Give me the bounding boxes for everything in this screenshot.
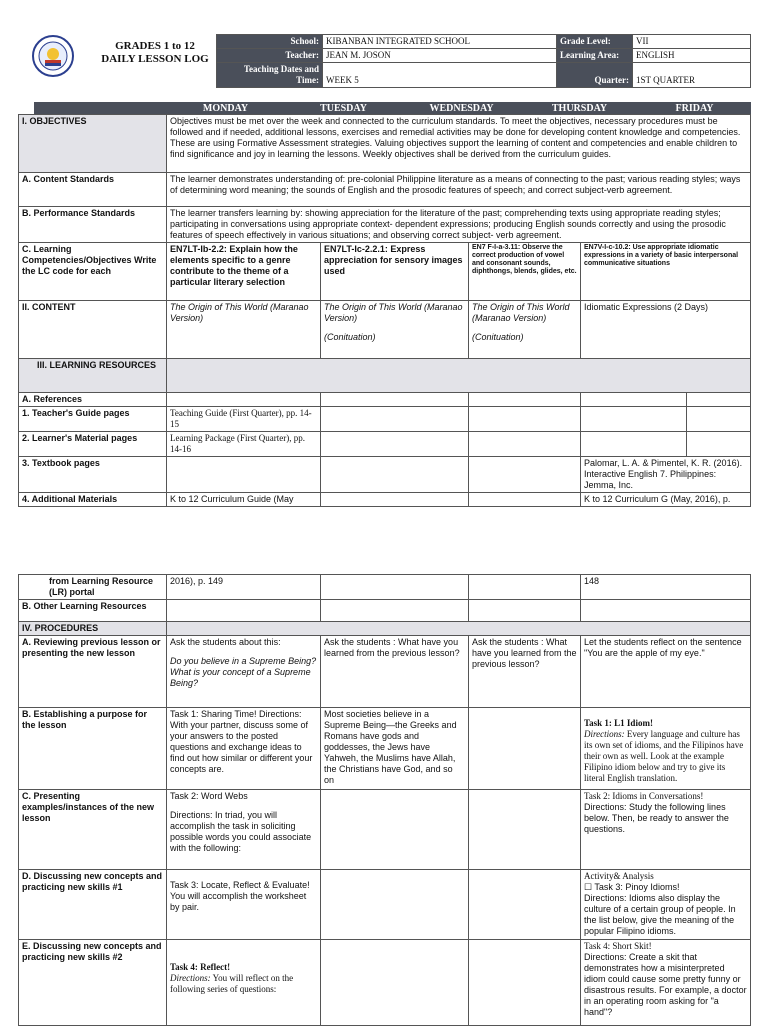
references-label: A. References [19, 393, 167, 407]
discussing-2-thursday-title: Task 4: Short Skit! [584, 941, 652, 951]
learning-competencies-label: C. Learning Competencies/Objectives Write the LC code for each [19, 243, 167, 301]
quarter-label: Quarter: [557, 63, 633, 88]
title-line-2: DAILY LESSON LOG [101, 53, 209, 65]
procedures-blank [167, 622, 751, 636]
other-tue [321, 600, 469, 622]
references-thu [581, 393, 687, 407]
reviewing-thursday: Let the students reflect on the sentence "You are the apple of my eye." [581, 636, 751, 708]
purpose-monday: Task 1: Sharing Time! Directions: With your partner, discuss some of your answers to the posted questions and exchange ideas to find out how similar or different your concepts are. [167, 708, 321, 790]
examples-tue [321, 790, 469, 870]
content-standards-text: The learner demonstrates understanding of: pre-colonial Philippine literature as a means of connecting to the past; various reading styles; ways of determining word meaning; the sounds of English and the prosodic features of speech; and correct subject-verb agreement. [167, 173, 751, 207]
textbook-wed [469, 457, 581, 493]
content-wednesday-title: The Origin of This World (Maranao Version) [472, 302, 570, 323]
content-tuesday-title: The Origin of This World (Maranao Version) [324, 302, 463, 323]
discussing-1-thursday-heading: Activity& Analysis [584, 871, 654, 881]
references-fri [687, 393, 751, 407]
teachers-guide-wed [469, 407, 581, 432]
lr-portal-monday: 2016), p. 149 [167, 575, 321, 600]
discussing-2-tue [321, 940, 469, 1026]
day-thursday: THURSDAY [521, 103, 639, 115]
examples-monday-text: Directions: In triad, you will accomplish the task in soliciting possible words you could associate with the following: [170, 810, 312, 853]
teacher-label: Teacher: [217, 49, 323, 63]
performance-standards-label: B. Performance Standards [19, 207, 167, 243]
content-wednesday-note: (Conituation) [472, 332, 524, 342]
learners-material-monday: Learning Package (First Quarter), pp. 14-16 [167, 432, 321, 457]
lesson-table-page1 [18, 114, 751, 507]
additional-materials-monday: K to 12 Curriculum Guide (May [167, 493, 321, 507]
discussing-1-thursday-title: ☐ Task 3: Pinoy Idioms! [584, 882, 680, 892]
objectives-text: Objectives must be met over the week and connected to the curriculum standards. To meet the objectives, necessary procedures must be followed and if needed, additional lessons, exercises and remedial activities may be done for developing content knowledge and competencies. These are using Formative Assessment strategies. Valuing objectives support the learning of content and competencies and enable children to find significance and joy in learning the lessons. Weekly objectives shall be derived from the curriculum guides. [167, 115, 751, 173]
school-label: School: [217, 35, 323, 49]
content-tuesday [321, 301, 469, 359]
discussing-2-label: E. Discussing new concepts and practicing new skills #2 [19, 940, 167, 1026]
lc-tuesday: EN7LT-Ic-2.2.1: Express appreciation for sensory images used [321, 243, 469, 301]
area-value: ENGLISH [633, 49, 751, 63]
dates-label: Teaching Dates and Time: [217, 63, 323, 88]
other-thu [581, 600, 751, 622]
header [18, 34, 750, 85]
discussing-2-thursday [581, 940, 751, 1026]
school-value: KIBANBAN INTEGRATED SCHOOL [323, 35, 557, 49]
discussing-1-tue [321, 870, 469, 940]
deped-seal-logo [32, 35, 74, 77]
learning-resources-label: III. LEARNING RESOURCES [19, 359, 167, 393]
teachers-guide-thu [581, 407, 687, 432]
discussing-2-monday-text: You will reflect on the following series of questions: [170, 973, 294, 994]
additional-materials-wed [469, 493, 581, 507]
performance-standards-text: The learner transfers learning by: showing appreciation for the literature of the past; comprehending texts using appropriate reading styles; participating in conversations using appropriate context- dependent expressions; producing English sounds correctly and using the prosodic features of speech effectively in various situations; and observing correct subject- verb agreement. [167, 207, 751, 243]
purpose-thursday-text: Every language and culture has its own set of idioms, and the Filipinos have their own as well. Look at the example Filipino idiom below and try to give its literal English translation. [584, 729, 744, 783]
learners-material-tue [321, 432, 469, 457]
lr-portal-thursday: 148 [581, 575, 751, 600]
title-line-1: GRADES 1 to 12 [115, 40, 195, 52]
content-wednesday [469, 301, 581, 359]
textbook-pages-label: 3. Textbook pages [19, 457, 167, 493]
additional-materials-thursday: K to 12 Curriculum G (May, 2016), p. [581, 493, 751, 507]
teachers-guide-tue [321, 407, 469, 432]
discussing-2-wed [469, 940, 581, 1026]
purpose-thursday [581, 708, 751, 790]
discussing-2-monday [167, 940, 321, 1026]
discussing-1-wed [469, 870, 581, 940]
learners-material-fri [687, 432, 751, 457]
other-wed [469, 600, 581, 622]
learning-resources-blank [167, 359, 751, 393]
grade-label: Grade Level: [557, 35, 633, 49]
lr-portal-wed [469, 575, 581, 600]
reviewing-wednesday: Ask the students : What have you learned from the previous lesson? [469, 636, 581, 708]
discussing-1-thursday-text: Directions: Idioms also display the culture of a certain group of people. In the list below, give the meaning of the popular Filipino idioms. [584, 893, 736, 936]
day-friday: FRIDAY [639, 103, 751, 115]
content-monday: The Origin of This World (Maranao Version) [167, 301, 321, 359]
references-tue [321, 393, 469, 407]
lesson-table-page2 [18, 574, 751, 1026]
reviewing-monday-prompt: Ask the students about this: [170, 637, 281, 647]
other-mon [167, 600, 321, 622]
grade-value: VII [633, 35, 751, 49]
content-thursday: Idiomatic Expressions (2 Days) [581, 301, 751, 359]
teachers-guide-fri [687, 407, 751, 432]
references-wed [469, 393, 581, 407]
lc-thursday: EN7V-I-c-10.2: Use appropriate idiomatic expressions in a variety of basic interpersonal communicative situations [581, 243, 751, 301]
content-standards-label: A. Content Standards [19, 173, 167, 207]
textbook-mon [167, 457, 321, 493]
content-label: II. CONTENT [19, 301, 167, 359]
additional-materials-label: 4. Additional Materials [19, 493, 167, 507]
learners-material-label: 2. Learner's Material pages [19, 432, 167, 457]
procedures-label: IV. PROCEDURES [19, 622, 167, 636]
examples-wed [469, 790, 581, 870]
days-header-blank [35, 103, 167, 115]
teacher-value: JEAN M. JOSON [323, 49, 557, 63]
other-resources-label: B. Other Learning Resources [19, 600, 167, 622]
learners-material-thu [581, 432, 687, 457]
textbook-thursday: Palomar, L. A. & Pimentel, K. R. (2016). Interactive English 7. Philippines: Jemma, Inc. [581, 457, 751, 493]
examples-monday [167, 790, 321, 870]
lc-wednesday: EN7 F-I-a-3.11: Observe the correct production of vowel and consonant sounds, diphthongs, blends, glides, etc. [469, 243, 581, 301]
examples-thursday-text: Directions: Study the following lines below. Then, be ready to answer the questions. [584, 802, 729, 834]
dates-value: WEEK 5 [323, 63, 557, 88]
day-monday: MONDAY [167, 103, 285, 115]
objectives-label: I. OBJECTIVES [19, 115, 167, 173]
content-tuesday-note: (Conituation) [324, 332, 376, 342]
page-title [80, 40, 230, 66]
teachers-guide-monday: Teaching Guide (First Quarter), pp. 14-15 [167, 407, 321, 432]
teachers-guide-label: 1. Teacher's Guide pages [19, 407, 167, 432]
purpose-wed [469, 708, 581, 790]
purpose-label: B. Establishing a purpose for the lesson [19, 708, 167, 790]
discussing-2-monday-directions-label: Directions: [170, 973, 211, 983]
discussing-2-thursday-text: Directions: Create a skit that demonstrates how a misinterpreted idiom could cause some pretty funny or disastrous results. For example, a doctor in an operating room asking for "a hand"? [584, 952, 747, 1017]
day-wednesday: WEDNESDAY [403, 103, 521, 115]
examples-label: C. Presenting examples/instances of the new lesson [19, 790, 167, 870]
textbook-tue [321, 457, 469, 493]
discussing-1-monday: Task 3: Locate, Reflect & Evaluate! You will accomplish the worksheet by pair. [167, 870, 321, 940]
references-mon [167, 393, 321, 407]
reviewing-monday-question: Do you believe in a Supreme Being? What is your concept of a Supreme Being? [170, 656, 317, 688]
discussing-2-monday-title: Task 4: Reflect! [170, 962, 231, 972]
reviewing-monday [167, 636, 321, 708]
quarter-value: 1ST QUARTER [633, 63, 751, 88]
reviewing-tuesday: Ask the students : What have you learned from the previous lesson? [321, 636, 469, 708]
lc-monday: EN7LT-Ib-2.2: Explain how the elements specific to a genre contribute to the theme of a particular literary selection [167, 243, 321, 301]
header-info-table [216, 34, 751, 88]
purpose-tuesday: Most societies believe in a Supreme Being—the Greeks and Romans have gods and goddesses, the Jews have Yahweh, the Muslims have Allah, the Christians have God, and so on [321, 708, 469, 790]
day-tuesday: TUESDAY [285, 103, 403, 115]
examples-thursday-title: Task 2: Idioms in Conversations! [584, 791, 704, 801]
examples-monday-title: Task 2: Word Webs [170, 791, 248, 801]
lr-portal-tue [321, 575, 469, 600]
purpose-thursday-directions-label: Directions: [584, 729, 625, 739]
purpose-thursday-title: Task 1: L1 Idiom! [584, 718, 653, 728]
learners-material-wed [469, 432, 581, 457]
additional-materials-tue [321, 493, 469, 507]
discussing-1-thursday [581, 870, 751, 940]
reviewing-label: A. Reviewing previous lesson or presenting the new lesson [19, 636, 167, 708]
area-label: Learning Area: [557, 49, 633, 63]
discussing-1-label: D. Discussing new concepts and practicing new skills #1 [19, 870, 167, 940]
examples-thursday [581, 790, 751, 870]
lr-portal-label: from Learning Resource (LR) portal [19, 575, 167, 600]
